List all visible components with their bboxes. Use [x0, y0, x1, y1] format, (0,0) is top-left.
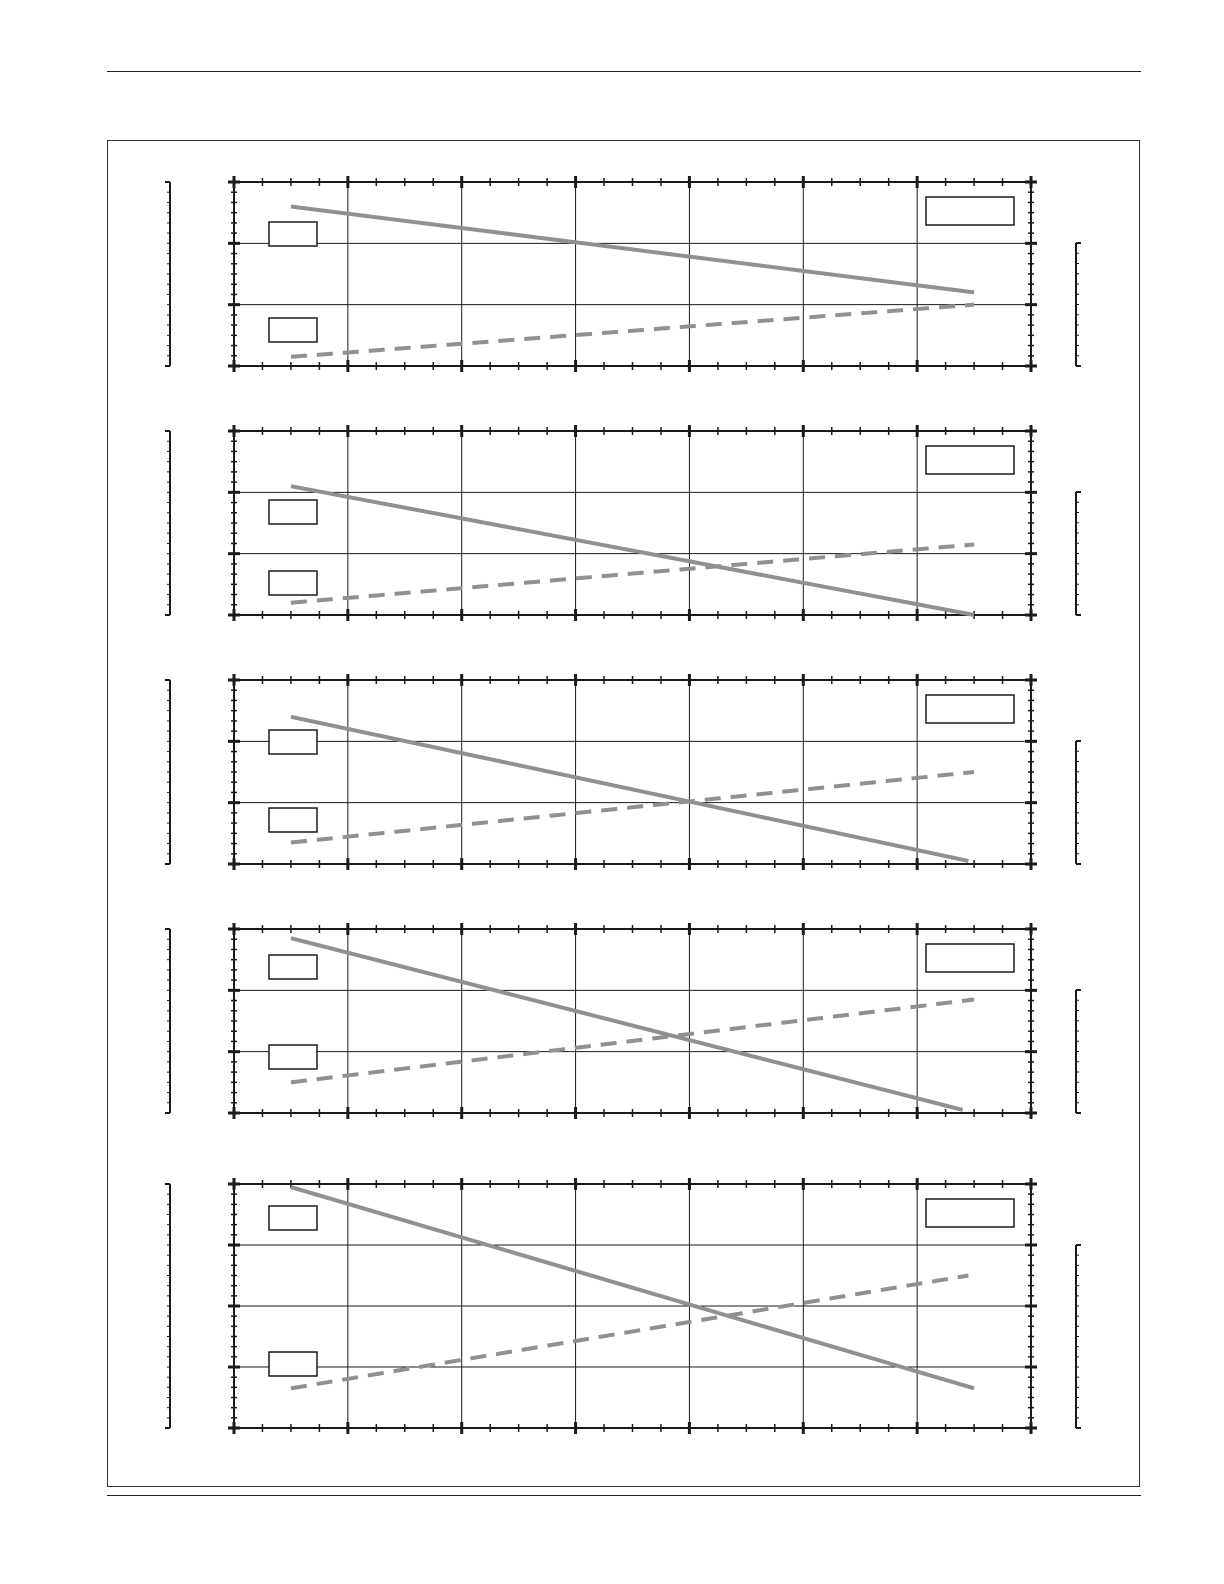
series-line-dashed	[291, 772, 974, 843]
legend-box	[926, 1199, 1014, 1227]
legend-box	[926, 446, 1014, 474]
series-line-dashed	[291, 1276, 968, 1389]
series-label-box-2	[269, 1045, 317, 1069]
series-label-box-1	[269, 730, 317, 754]
series-line-solid	[291, 938, 963, 1110]
chart-2	[165, 425, 1081, 621]
series-line-dashed	[291, 1000, 974, 1083]
plot-border	[234, 431, 1031, 615]
series-label-box-1	[269, 955, 317, 979]
chart-3	[165, 674, 1081, 870]
legend-box	[926, 944, 1014, 972]
legend-box	[926, 197, 1014, 225]
chart-5	[165, 1178, 1081, 1434]
legend-box	[926, 695, 1014, 723]
series-line-solid	[291, 486, 974, 615]
chart-4	[165, 923, 1081, 1119]
series-line-solid	[291, 207, 974, 293]
series-label-box-1	[269, 222, 317, 246]
chart-1	[165, 176, 1081, 372]
series-label-box-2	[269, 571, 317, 595]
series-line-solid	[291, 717, 968, 861]
series-label-box-2	[269, 1352, 317, 1376]
series-line-dashed	[291, 305, 974, 357]
series-label-box-2	[269, 318, 317, 342]
series-line-solid	[291, 1187, 974, 1388]
plot-border	[234, 929, 1031, 1113]
series-label-box-1	[269, 1206, 317, 1230]
series-label-box-2	[269, 808, 317, 832]
series-label-box-1	[269, 500, 317, 524]
plot-border	[234, 182, 1031, 366]
